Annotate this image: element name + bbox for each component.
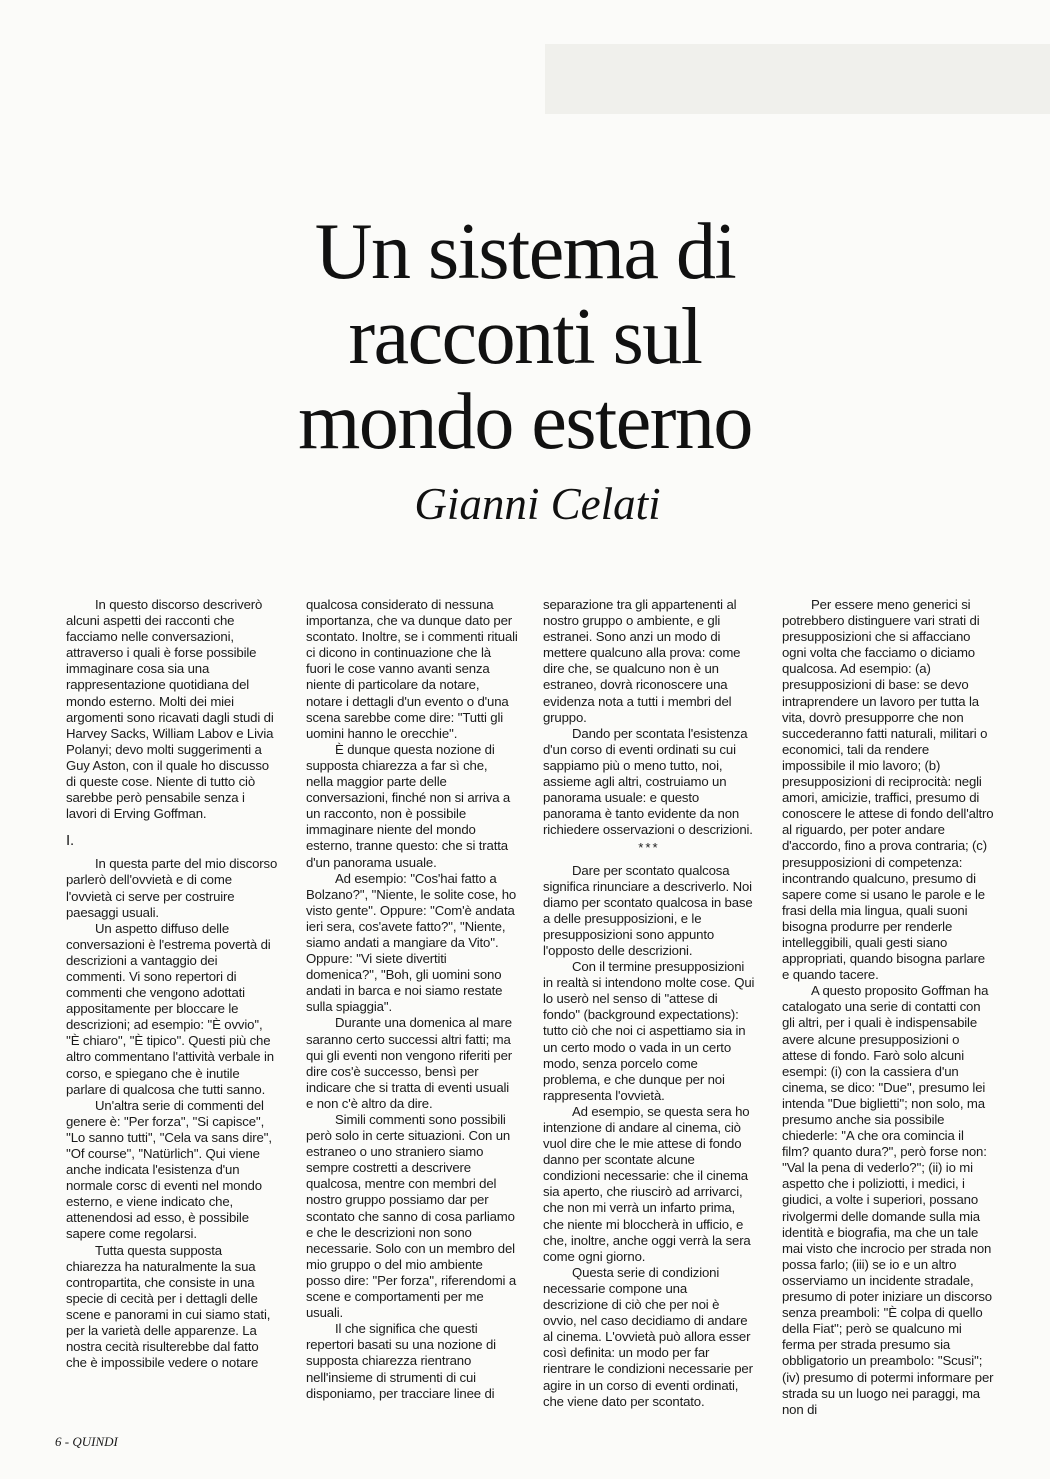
section-divider: ***	[638, 840, 660, 856]
paragraph: Con il termine presupposizioni in realtà si intendono molte cose. Qui lo userò nel senso di ''attese di fondo'' (background expectations): tutto ciò che noi ci aspettiamo sia in un certo modo o vada in un certo modo, senza porcelo come problema, e che dunque per noi rappresenta l'ovvietà.	[543, 959, 755, 1103]
page-number: 6	[55, 1434, 62, 1449]
paragraph: Dando per scontata l'esistenza d'un corso di eventi ordinati su cui sappiamo più o meno tutto, noi, assieme agli altri, costruiamo un panorama usuale: e questo panorama è tanto evidente da non richiedere osservazioni o descrizioni.	[543, 725, 753, 838]
paragraph: Ad esempio, se questa sera ho intenzione di andare al cinema, ciò vuol dire che le mie attese di fondo danno per scontate alcune condizioni necessarie: che il cinema sia aperto, che riuscirò ad arrivarci, che non mi verrà un infarto prima, che niente mi bloccherà in ufficio, e che, inoltre, anche oggi verrà la sera come ogni giorno.	[543, 1103, 751, 1264]
text-column-2	[306, 597, 518, 1402]
paragraph: In questo discorso descriverò alcuni aspetti dei racconti che facciamo nelle conversazioni, attraverso i quali è forse possibile immaginare cosa sia una rappresentazione quotidiana del mondo esterno. Molti dei miei argomenti sono ricavati dagli studi di Harvey Sacks, William Labov e Livia Polanyi; devo molti suggerimenti a Guy Aston, con il quale ho discusso di queste cose. Niente di tutto ciò sarebbe però pensabile senza i lavori di Erving Goffman.	[66, 597, 274, 822]
paragraph: Ad esempio: ''Cos'hai fatto a Bolzano?'', ''Niente, le solite cose, ho visto gente''. Oppure: ''Com'è andata ieri sera, cos'avete fatto?'', ''Niente, siamo andati a mangiare da Vito''. Oppure: ''Vi siete divertiti domenica?'', ''Boh, gli uomini sono andati in barca e noi siamo restate sulla spiaggia''.	[306, 870, 517, 1015]
text-column-3	[543, 597, 755, 1410]
paragraph: Simili commenti sono possibili però solo in certe situazioni. Con un estraneo o uno straniero siamo sempre costretti a descrivere qualcosa, mentre con membri del nostro gruppo possiamo dar per scontato che sanno di cosa parliamo e che le descrizioni non sono necessarie. Solo con un membro del mio gruppo o del mio ambiente posso dire: ''Per forza'', riferendomi a scene e comportamenti per me usuali.	[306, 1112, 517, 1321]
paragraph: Tutta questa supposta chiarezza ha naturalmente la sua contropartita, che consiste in una specie di cecità per i dettagli delle scene e panorami in cui siamo stati, per la varietà delle apparenze. La nostra cecità risulterebbe dal fatto che è impossibile vedere o notare	[66, 1242, 271, 1371]
title-line-2: racconti sul	[348, 293, 702, 381]
paragraph: qualcosa considerato di nessuna importanza, che va dunque dato per scontato. Inoltre, se i commenti rituali ci dicono in continuazione che là fuori le cose vanno avanti senza niente di particolare da notare, notare i dettagli d'un evento o d'una scena sarebbe come dire: ''Tutti gli uomini hanno le orecchie''.	[306, 597, 518, 741]
paragraph: Dare per scontato qualcosa significa rinunciare a descriverlo. Noi diamo per scontato qualcosa in base a delle presupposizioni, e le presupposizioni sono appunto l'opposto delle descrizioni.	[543, 862, 753, 958]
paragraph: Per essere meno generici si potrebbero distinguere vari strati di presupposizioni che si affacciano ogni volta che facciamo o diciamo qualcosa. Ad esempio: (a) presupposizioni di base: se devo intraprendere un lavoro per tutta la vita, dovrò presupporre che non succederanno fatti naturali, militari o economici, tali da rendere impossibile il mio lavoro; (b) presupposizioni di reciprocità: negli amori, amicizie, traffici, presumo di conoscere le attese di fondo dell'altro al riguardo, per poter andare d'accordo, fino a prova contraria; (c) presupposizioni di competenza: incontrando qualcuno, presumo di sapere come si usano le parole e le frasi della mia lingua, quali suoni bisogna produrre per renderle intelleggibili, quali gesti siano appropriati, quando bisogna parlare e quando tacere.	[782, 597, 994, 983]
title-line-1: Un sistema di	[314, 208, 736, 296]
article-title	[0, 210, 1050, 465]
text-column-1	[66, 597, 278, 1371]
paragraph: Un'altra serie di commenti del genere è: ''Per forza'', ''Si capisce'', ''Lo sanno tutti'', ''Cela va sans dire'', ''Of course'', ''Natürlich''. Qui viene anche indicata l'esistenza d'un normale corsc di eventi nel mondo esterno, e viene indicato che, attenendosi ad esso, è possibile sapere come regolarsi.	[66, 1097, 272, 1242]
section-heading: I.	[66, 832, 75, 850]
text-column-4	[782, 597, 994, 1418]
paragraph: Questa serie di condizioni necessarie compone una descrizione di ciò che per noi è ovvio, nel caso decidiamo di andare al cinema. L'ovvietà può allora esser così definita: un modo per far rientrare le condizioni necessarie per agire in un corso di eventi ordinati, che viene dato per scontato.	[543, 1264, 753, 1409]
paragraph: separazione tra gli appartenenti al nostro gruppo o ambiente, e gli estranei. Sono anzi un modo di mettere qualcuno alla prova: come dire che, se qualcuno non è un estraneo, dovrà riconoscere una evidenza nota a tutti i membri del gruppo.	[543, 597, 741, 725]
paragraph: È dunque questa nozione di supposta chiarezza a far sì che, nella maggior parte delle conversazioni, finché non si arriva a un racconto, non è possibile immaginare niente del mondo esterno, tranne questo: che si tratta d'un panorama usuale.	[306, 741, 511, 870]
paragraph: Il che significa che questi repertori basati su una nozione di supposta chiarezza rientrano nell'insieme di strumenti di cui disponiamo, per tracciare linee di	[306, 1321, 496, 1401]
paragraph: Durante una domenica al mare saranno certo successi altri fatti; ma qui gli eventi non vengono riferiti per dire cos'è successo, bensì per indicare che si tratta di eventi usuali e non c'è altro da dire.	[306, 1015, 513, 1111]
paragraph: A questo proposito Goffman ha catalogato una serie di contatti con gli altri, per i quali è indispensabile avere alcune presupposizioni o attese di fondo. Farò solo alcuni esempi: (i) con la cassiera d'un cinema, se dico: ''Due'', presumo lei intenda ''Due biglietti''; non solo, ma presumo anche sia possibile chiederle: ''A che ora comincia il film? quanto dura?'', però forse non: ''Val la pena di vederlo?''; (ii) io mi aspetto che i poliziotti, i medici, i giudici, a volte i superiori, possano rivolgermi delle domande sulla mia identità e biografia, ma che un tale mai visto che incrocio per strada non possa farlo; (iii) se io e un altro osserviamo un incidente stradale, presumo di poter iniziare un discorso senza preamboli: ''È colpa di quello della Fiat''; però se qualcuno mi ferma per strada presumo sia obbligatorio un preambolo: ''Scusi''; (iv) presumo di potermi informare per strada su un luogo nei paraggi, ma non di	[782, 983, 994, 1417]
bleed-through-panel	[545, 44, 1050, 114]
paragraph: In questa parte del mio discorso parlerò dell'ovvietà e di come l'ovvietà ci serve per costruire paesaggi usuali.	[66, 856, 278, 920]
magazine-name: QUINDI	[72, 1434, 118, 1449]
title-line-3: mondo esterno	[298, 378, 752, 466]
paragraph: Un aspetto diffuso delle conversazioni è l'estrema povertà di descrizioni a vantaggio dei commenti. Vi sono repertori di commenti che vengono adottati appositamente per bloccare le descrizioni; ad esempio: ''È ovvio'', ''È chiaro'', ''È tipico''. Questi più che altro commentano l'attività verbale in corso, e spiegano che è inutile parlare di qualcosa che tutti sanno.	[66, 920, 274, 1097]
page-footer	[55, 1434, 118, 1450]
article-author: Gianni Celati	[414, 479, 661, 529]
footer-separator: -	[64, 1434, 70, 1449]
